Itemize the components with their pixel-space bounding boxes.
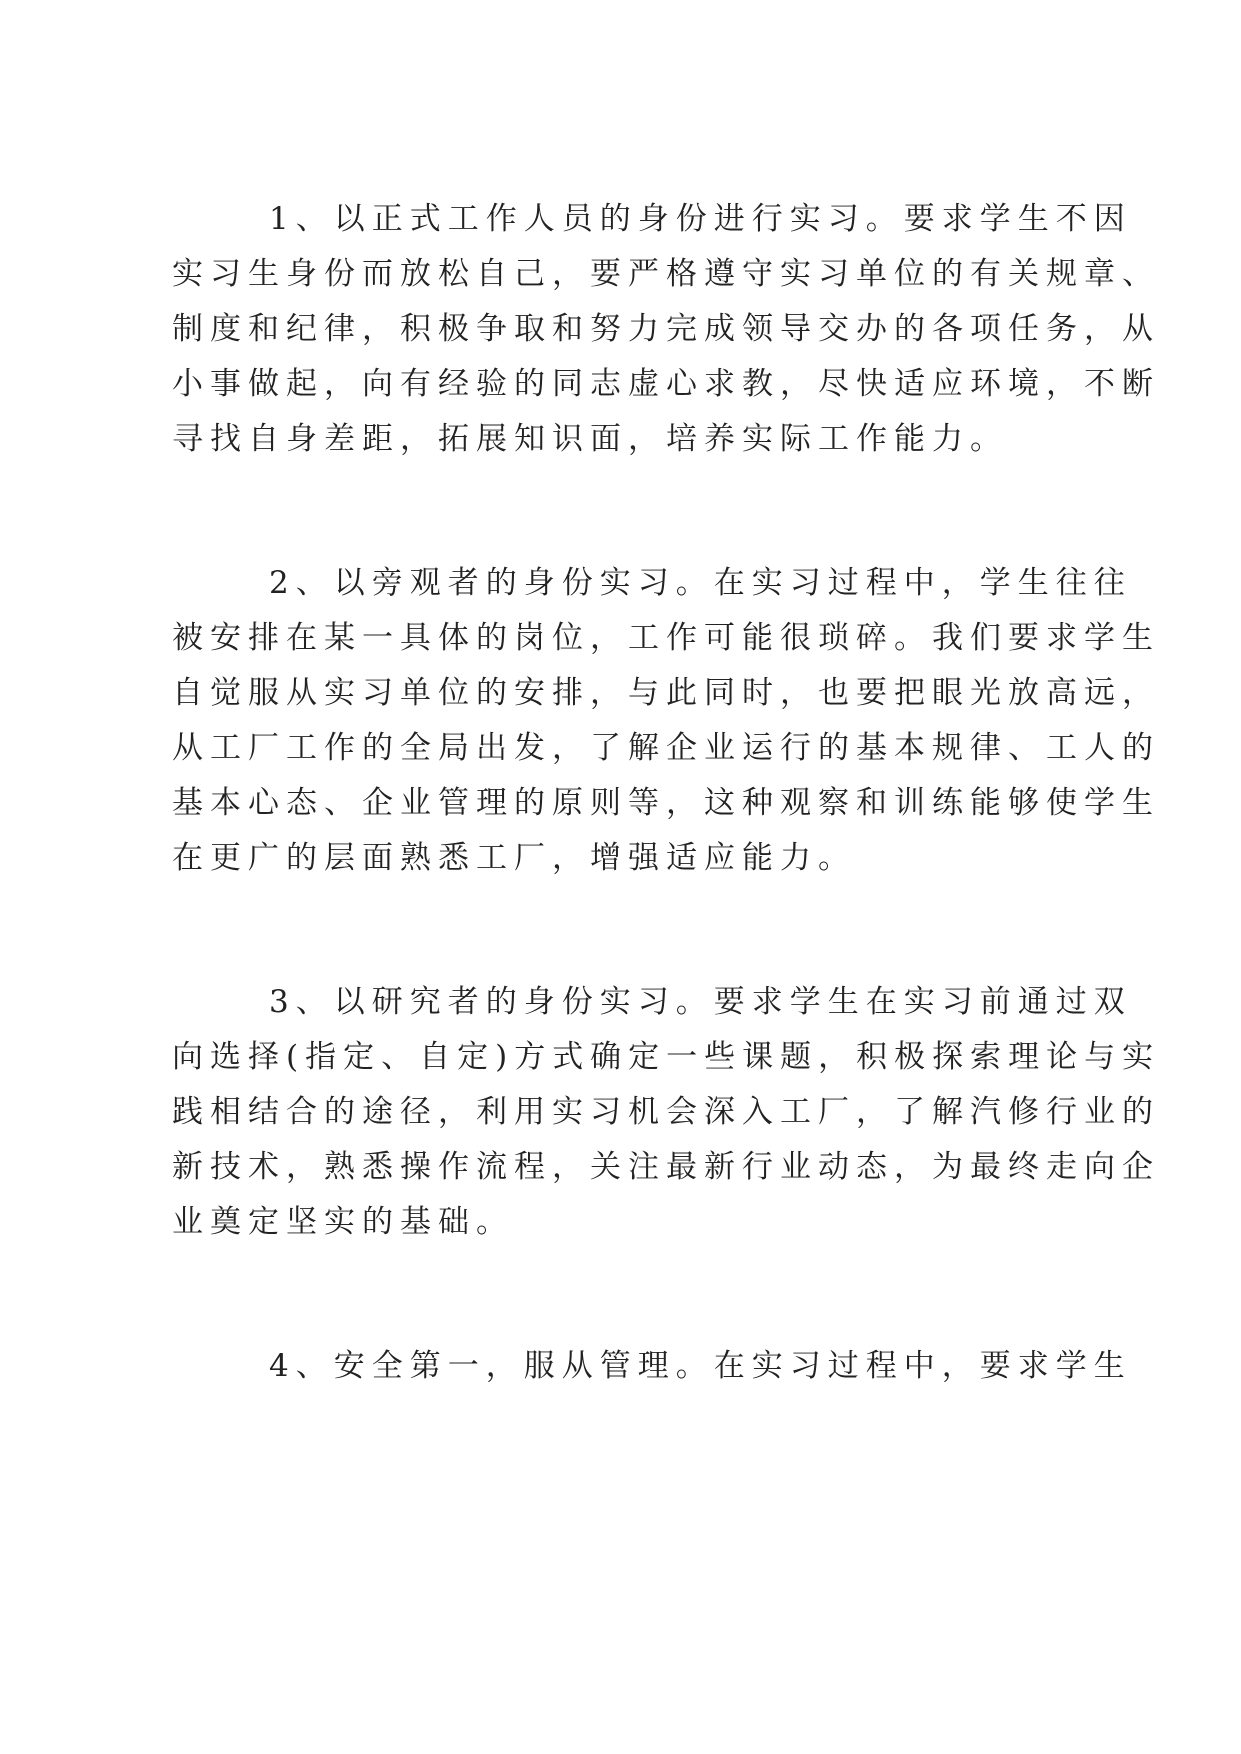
paragraph-line: 在更广的层面熟悉工厂，增强适应能力。: [172, 840, 856, 876]
paragraph-line: 制度和纪律，积极争取和努力完成领导交办的各项任务，从: [172, 311, 1160, 347]
paragraph-line: 实习生身份而放松自己，要严格遵守实习单位的有关规章、: [172, 256, 1160, 292]
paragraph-line: 寻找自身差距，拓展知识面，培养实际工作能力。: [172, 421, 1008, 457]
paragraph-line: 被安排在某一具体的岗位，工作可能很琐碎。我们要求学生: [172, 620, 1160, 656]
paragraph-line: 业奠定坚实的基础。: [172, 1204, 514, 1240]
paragraph-line: 向选择(指定、自定)方式确定一些课题，积极探索理论与实: [172, 1039, 1161, 1075]
paragraph-line: 从工厂工作的全局出发，了解企业运行的基本规律、工人的: [172, 730, 1160, 766]
paragraph-line: 践相结合的途径，利用实习机会深入工厂，了解汽修行业的: [172, 1094, 1160, 1130]
paragraph-line: 1、以正式工作人员的身份进行实习。要求学生不因: [269, 201, 1132, 237]
paragraph-line: 自觉服从实习单位的安排，与此同时，也要把眼光放高远，: [172, 675, 1160, 711]
paragraph-line: 新技术，熟悉操作流程，关注最新行业动态，为最终走向企: [172, 1149, 1160, 1185]
paragraph-line: 4、安全第一，服从管理。在实习过程中，要求学生: [269, 1348, 1132, 1384]
paragraph-line: 2、以旁观者的身份实习。在实习过程中，学生往往: [269, 565, 1132, 601]
paragraph-line: 3、以研究者的身份实习。要求学生在实习前通过双: [269, 984, 1132, 1020]
paragraph-line: 基本心态、企业管理的原则等，这种观察和训练能够使学生: [172, 785, 1160, 821]
paragraph-line: 小事做起，向有经验的同志虚心求教，尽快适应环境，不断: [172, 366, 1160, 402]
